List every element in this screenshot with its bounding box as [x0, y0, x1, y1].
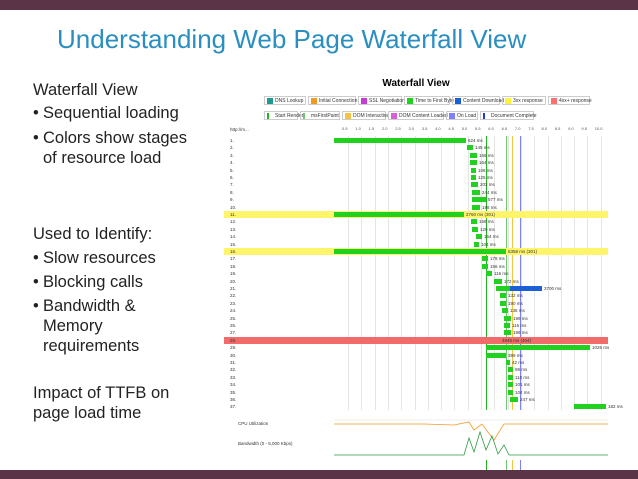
- time-tick: 5.5: [475, 126, 481, 131]
- request-row[interactable]: [224, 396, 608, 403]
- legend-swatch: [311, 98, 317, 104]
- request-duration-label: 624 ms: [468, 138, 483, 143]
- slide-bottom-bar: [0, 470, 638, 479]
- request-timing-bar: [472, 190, 480, 195]
- request-row[interactable]: [224, 181, 608, 188]
- request-row-number: 32.: [230, 367, 237, 373]
- request-row[interactable]: [224, 329, 608, 336]
- time-tick: 8.0: [541, 126, 548, 131]
- legend-connection: [308, 96, 356, 105]
- request-timing-bar: [504, 316, 511, 321]
- time-tick: 0.5: [342, 126, 348, 131]
- request-duration-label: 108 ms: [478, 167, 493, 173]
- request-timing-bar: [486, 271, 492, 276]
- request-row-number: 23.: [230, 300, 237, 306]
- legend-on-load: [446, 111, 478, 120]
- request-duration-label: 99 ms: [515, 367, 528, 373]
- bullet-sequential: [33, 103, 179, 123]
- request-duration-label: 172 ms: [504, 278, 519, 284]
- request-row-number: 7.: [230, 182, 234, 188]
- request-timing-bar: [506, 360, 510, 365]
- request-row[interactable]: [224, 374, 608, 381]
- time-tick: 6.5: [501, 126, 508, 131]
- legend-label: msFirstPaint: [311, 113, 339, 119]
- bullet-dot: •: [33, 249, 39, 267]
- request-timing-bar: [470, 160, 477, 165]
- section-ttfb-line2: page load time: [33, 404, 142, 422]
- request-row[interactable]: [224, 381, 608, 388]
- time-tick: 6.0: [488, 126, 494, 131]
- bullet-text: Bandwidth &: [43, 297, 136, 315]
- request-duration-label: 2760 ms (301): [466, 212, 496, 217]
- waterfall-view-screenshot: [224, 74, 623, 460]
- time-tick: 7.5: [528, 126, 534, 131]
- request-row-number: 30.: [230, 352, 237, 358]
- request-timing-bar: [471, 219, 477, 224]
- request-timing-bar: [504, 323, 510, 328]
- legend-first-paint: [300, 111, 340, 120]
- request-row-number: 22.: [230, 293, 237, 299]
- request-row-number: 16.: [230, 249, 237, 254]
- bullet-blocking: [33, 272, 143, 292]
- legend-swatch: [303, 113, 305, 119]
- cpu-label: CPU Utilization: [238, 421, 269, 426]
- request-row[interactable]: [224, 152, 608, 159]
- request-row-number: 34.: [230, 382, 237, 388]
- request-row-number: 14.: [230, 234, 237, 240]
- request-duration-label: 198 ms: [482, 204, 497, 210]
- request-row-number: 4.: [230, 160, 234, 166]
- bullet-dot: •: [33, 129, 39, 147]
- legend-swatch: [455, 98, 461, 104]
- legend-label: DOM Interactive: [353, 113, 390, 119]
- request-row[interactable]: [224, 337, 608, 344]
- request-timing-bar: [482, 256, 488, 261]
- bullet-colors: [33, 128, 187, 168]
- request-duration-label: 110 ms: [515, 374, 530, 380]
- legend-doc-complete: [480, 111, 537, 120]
- request-duration-label: 199 ms: [513, 330, 528, 336]
- request-duration-label: 4845 ms (404): [502, 337, 532, 343]
- request-duration-label: 136 ms: [510, 308, 525, 314]
- request-timing-bar: [508, 375, 513, 380]
- request-timing-bar: [508, 382, 513, 387]
- legend-label: Document Complete: [491, 113, 537, 119]
- request-row-number: 21.: [230, 286, 237, 291]
- bullet-text: Sequential loading: [43, 104, 179, 122]
- request-duration-label: 1026 ms: [592, 345, 610, 351]
- legend-label: Start Render: [275, 113, 304, 119]
- request-duration-label: 399 ms: [508, 352, 523, 358]
- legend-swatch: [407, 98, 413, 104]
- legend-swatch: [483, 113, 485, 119]
- request-timing-bar: [334, 138, 466, 143]
- request-row[interactable]: [224, 389, 608, 396]
- bullet-text-continued: of resource load: [43, 149, 162, 167]
- legend-label: DNS Lookup: [275, 98, 304, 104]
- request-duration-label: 132 ms: [508, 293, 523, 299]
- request-row-number: 12.: [230, 219, 237, 225]
- legend-label: 4xx+ response: [559, 98, 592, 104]
- legend-4xx: [548, 96, 590, 105]
- section-heading-waterfall: Waterfall View: [33, 81, 138, 99]
- slide-title: Understanding Web Page Waterfall View: [57, 24, 527, 54]
- request-timing-bar: [334, 212, 464, 217]
- request-duration-label: 199 ms: [513, 315, 528, 321]
- time-tick: 5.0: [461, 126, 468, 131]
- request-row-number: 1.: [230, 138, 234, 143]
- request-row-number: 20.: [230, 278, 237, 284]
- bullet-slow: [33, 248, 156, 268]
- bullet-bandwidth: [33, 296, 139, 356]
- legend-label: On Load: [457, 113, 477, 119]
- request-duration-label: 125 ms: [478, 175, 493, 180]
- request-timing-bar: [502, 308, 508, 313]
- request-row-number: 36.: [230, 397, 237, 402]
- request-row[interactable]: [224, 226, 608, 233]
- request-row[interactable]: [224, 352, 608, 359]
- request-timing-bar: [500, 301, 506, 306]
- request-row-number: 5.: [230, 167, 234, 173]
- legend-label: Time to First Byte: [415, 98, 454, 104]
- request-row[interactable]: [224, 270, 608, 277]
- request-row[interactable]: [224, 211, 608, 218]
- legend-swatch: [391, 113, 397, 119]
- request-row-number: 35.: [230, 389, 237, 395]
- request-timing-bar: [510, 397, 518, 402]
- time-tick: 3.5: [421, 126, 428, 131]
- request-duration-label: 42 ms: [512, 360, 525, 365]
- legend-dns: [264, 96, 306, 105]
- request-duration-label: 104 ms: [481, 241, 496, 247]
- request-timing-bar: [494, 279, 502, 284]
- request-duration-label: 3700 ms: [544, 286, 562, 291]
- request-timing-bar: [472, 197, 486, 202]
- legend-label: Initial Connection: [319, 98, 358, 104]
- request-row[interactable]: [224, 159, 608, 166]
- request-duration-label: 156 ms: [490, 263, 505, 269]
- request-duration-label: 101 ms: [515, 382, 530, 388]
- request-duration-label: 5358 ms (301): [508, 249, 538, 254]
- request-timing-bar: [471, 175, 476, 180]
- request-duration-label: 244 ms: [482, 189, 497, 195]
- request-row-number: 19.: [230, 271, 237, 277]
- bullet-dot: •: [33, 297, 39, 315]
- time-tick: 9.5: [581, 126, 587, 131]
- request-row-number: 8.: [230, 189, 234, 195]
- request-timing-bar: [500, 293, 506, 298]
- request-row[interactable]: [224, 344, 608, 351]
- bullet-text-continued: Memory: [43, 317, 103, 335]
- request-row[interactable]: [224, 292, 608, 299]
- request-timing-bar: [496, 286, 542, 291]
- legend-swatch: [267, 98, 273, 104]
- request-row[interactable]: [224, 285, 608, 292]
- request-timing-bar: [467, 145, 473, 150]
- request-row-number: 24.: [230, 308, 237, 314]
- request-timing-bar: [508, 367, 513, 372]
- time-tick: 2.0: [381, 126, 388, 131]
- time-tick: 10.0: [594, 126, 603, 131]
- request-duration-label: 159 ms: [479, 219, 494, 225]
- request-row[interactable]: [224, 167, 608, 174]
- request-row[interactable]: [224, 196, 608, 203]
- request-row-number: 25.: [230, 315, 237, 321]
- request-timing-bar: [508, 390, 513, 395]
- request-row[interactable]: [224, 278, 608, 285]
- bullet-dot: •: [33, 104, 39, 122]
- request-row-number: 15.: [230, 241, 237, 247]
- request-row[interactable]: [224, 174, 608, 181]
- request-row[interactable]: [224, 218, 608, 225]
- legend-label: DOM Content Loaded: [399, 113, 448, 119]
- url-column-header: http://m...: [230, 127, 249, 132]
- request-row-number: 33.: [230, 374, 237, 380]
- request-duration-label: 129 ms: [480, 226, 495, 232]
- request-duration-label: 165 ms: [479, 152, 494, 158]
- request-row[interactable]: [224, 189, 608, 196]
- cpu-bandwidth-graphs: [224, 410, 608, 460]
- section-ttfb-line1: Impact of TTFB on: [33, 384, 170, 402]
- request-row[interactable]: [224, 315, 608, 322]
- request-timing-bar: [574, 404, 606, 409]
- legend-label: Content Download: [463, 98, 505, 104]
- request-row-number: 28.: [230, 337, 237, 343]
- request-row[interactable]: [224, 300, 608, 307]
- request-timing-bar: [471, 168, 476, 173]
- slide-top-bar: [0, 0, 638, 10]
- legend-ssl: [358, 96, 405, 105]
- bullet-text: Colors show stages: [43, 129, 187, 147]
- legend-start-render: [264, 111, 304, 120]
- request-row[interactable]: [224, 263, 608, 270]
- request-row-number: 11.: [230, 212, 236, 217]
- request-row[interactable]: [224, 248, 608, 255]
- legend-swatch: [267, 113, 269, 119]
- request-duration-label: 154 ms: [484, 234, 499, 240]
- request-row-number: 18.: [230, 263, 237, 269]
- section-heading-identify: Used to Identify:: [33, 225, 153, 243]
- request-row-number: 29.: [230, 345, 237, 351]
- request-row[interactable]: [224, 255, 608, 262]
- legend-swatch: [505, 98, 511, 104]
- legend-swatch: [361, 98, 367, 104]
- request-duration-label: 178 ms: [490, 256, 505, 262]
- request-row[interactable]: [224, 366, 608, 373]
- request-timing-bar: [486, 345, 590, 350]
- legend-dom-interactive: [342, 111, 390, 120]
- legend-dom-loaded: [388, 111, 448, 120]
- legend-label: SSL Negotiation: [369, 98, 405, 104]
- request-timing-bar: [504, 330, 511, 335]
- request-row-number: 26.: [230, 323, 237, 328]
- legend-ttfb: [404, 96, 454, 105]
- request-duration-label: 577 ms: [488, 197, 503, 203]
- bullet-text-continued: requirements: [43, 337, 140, 355]
- request-row[interactable]: [224, 322, 608, 329]
- request-row-number: 17.: [230, 256, 237, 262]
- request-row-number: 31.: [230, 360, 237, 365]
- request-duration-label: 116 ms: [494, 271, 509, 277]
- time-tick: 1.5: [368, 126, 375, 131]
- request-row-number: 27.: [230, 330, 237, 336]
- time-tick: 3.0: [408, 126, 415, 131]
- request-duration-label: 104 ms: [515, 389, 530, 395]
- waterfall-title: Waterfall View: [382, 78, 450, 89]
- time-tick: 4.5: [448, 126, 454, 131]
- legend-swatch: [345, 113, 351, 119]
- request-duration-label: 190 ms: [508, 300, 523, 306]
- request-duration-label: 115 ms: [512, 323, 527, 328]
- legend-download: [452, 96, 505, 105]
- graph-background: [224, 410, 608, 460]
- request-timing-bar: [472, 205, 480, 210]
- time-tick: 1.0: [355, 126, 361, 131]
- request-row[interactable]: [224, 241, 608, 248]
- request-timing-bar: [482, 264, 488, 269]
- legend-label: 3xx response: [513, 98, 543, 104]
- time-tick: 9.0: [568, 126, 574, 131]
- request-row-number: 37.: [230, 404, 237, 410]
- time-tick: 4.0: [435, 126, 441, 131]
- request-duration-label: 182 ms: [608, 404, 623, 410]
- request-row-number: 3.: [230, 152, 234, 158]
- bullet-text: Blocking calls: [43, 273, 143, 291]
- legend-3xx: [502, 96, 546, 105]
- time-tick: 2.5: [395, 126, 401, 131]
- bullet-text: Slow resources: [43, 249, 156, 267]
- request-row-number: 13.: [230, 226, 237, 232]
- request-row[interactable]: [224, 144, 608, 151]
- request-duration-label: 164 ms: [479, 160, 494, 166]
- request-duration-label: 203 ms: [480, 182, 495, 188]
- request-duration-label: 247 ms: [520, 397, 535, 402]
- time-tick: 7.0: [514, 126, 521, 131]
- request-row[interactable]: [224, 204, 608, 211]
- request-row-number: 9.: [230, 197, 234, 203]
- bandwidth-label: Bandwidth (0 - 5,000 Kbps): [238, 441, 293, 446]
- request-timing-bar: [476, 234, 482, 239]
- request-timing-bar: [486, 353, 506, 358]
- request-row[interactable]: [224, 137, 608, 144]
- request-row-number: 6.: [230, 175, 234, 180]
- request-timing-bar: [472, 227, 478, 232]
- request-row[interactable]: [224, 359, 608, 366]
- request-timing-bar: [474, 242, 479, 247]
- legend-swatch: [551, 98, 557, 104]
- request-timing-bar: [470, 153, 477, 158]
- legend-swatch: [449, 113, 455, 119]
- request-row[interactable]: [224, 233, 608, 240]
- request-row[interactable]: [224, 307, 608, 314]
- request-row-number: 2.: [230, 145, 234, 151]
- bullet-dot: •: [33, 273, 39, 291]
- request-timing-bar: [334, 249, 506, 254]
- request-timing-bar: [471, 182, 478, 187]
- request-row-number: 10.: [230, 204, 237, 210]
- time-tick: 8.5: [554, 126, 561, 131]
- request-duration-label: 145 ms: [475, 145, 490, 151]
